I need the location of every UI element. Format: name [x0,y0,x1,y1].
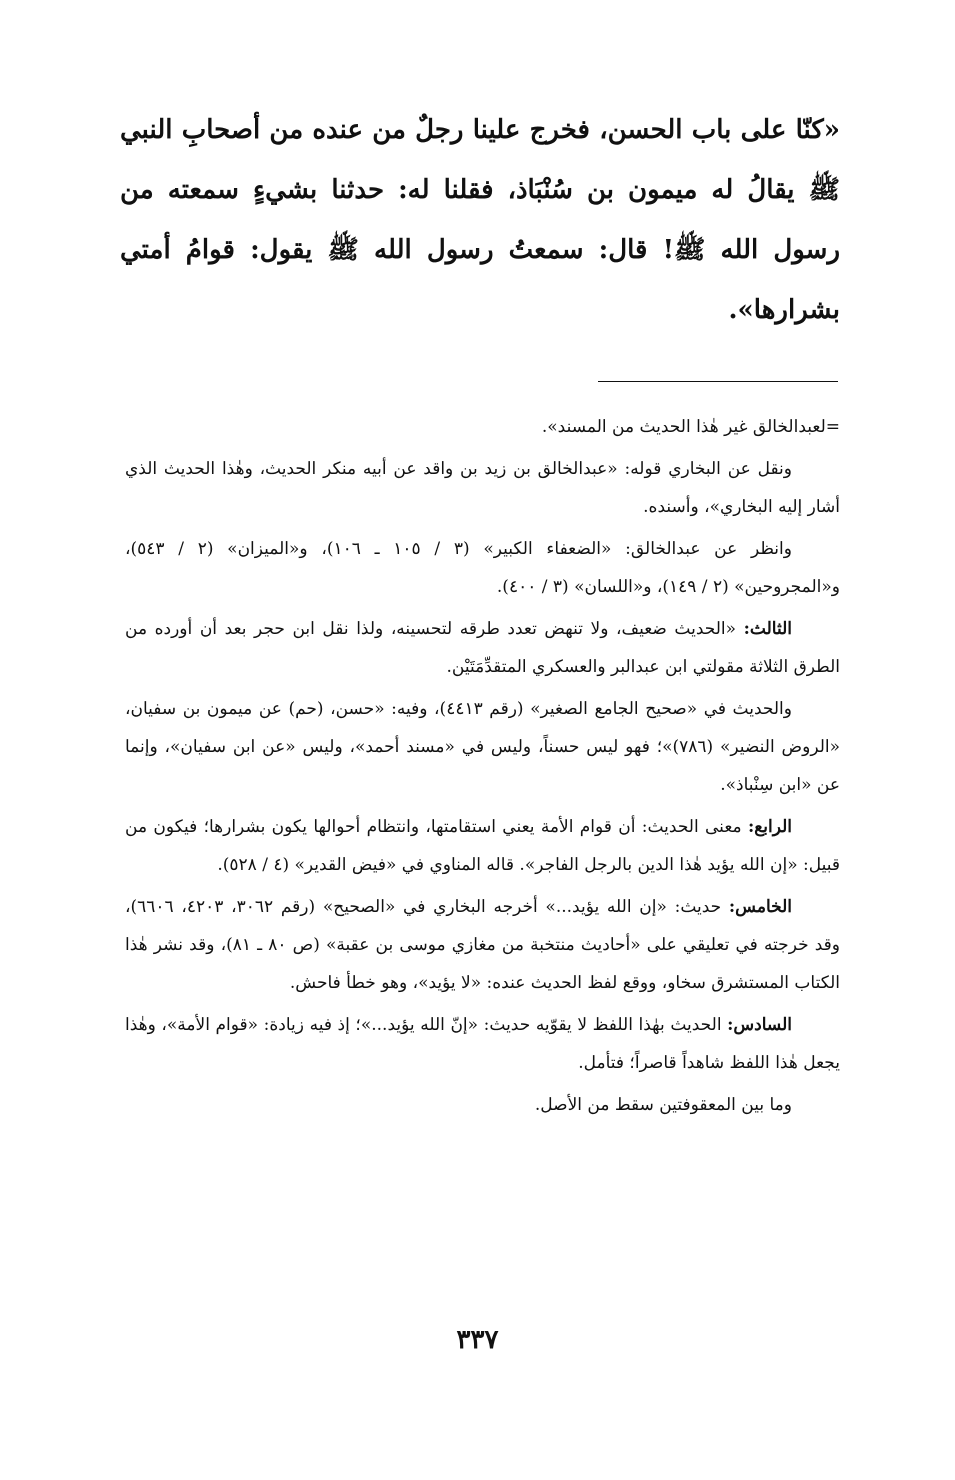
footnotes-block [125,408,840,1128]
point-label: الخامس: [728,897,793,917]
main-hadith-text: «كنّا على باب الحسن، فخرج علينا رجلٌ من عنده من أصحابِ النبي ﷺ يقالُ له ميمون بن سُنْبَاذ، فقلنا له: حدثنا بشيءٍ سمعته من رسول الله ﷺ! قال: سمعتُ رسول الله ﷺ يقول: قوامُ أمتي بشرارها». [120,115,840,325]
footnote-paragraph: ونقل عن البخاري قوله: «عبدالخالق بن زيد بن واقد عن أبيه منكر الحديث، وهٰذا الحديث الذي أشار إليه البخاري»، وأسنده. [125,459,840,517]
footnote-separator [598,381,838,382]
point-text: الحديث بهٰذا اللفظ لا يقوّيه حديث: «إنّ الله يؤيد...»؛ إذ فيه زيادة: «قوام الأمة»، وهٰذا يجعل هٰذا اللفظ شاهداً قاصراً؛ فتأمل. [125,1015,840,1073]
footnote-paragraph: وانظر عن عبدالخالق: «الضعفاء الكبير» (٣ / ١٠٥ ـ ١٠٦)، و«الميزان» (٢ / ٥٤٣)، و«المجروحين» (٢ / ١٤٩)، و«اللسان» (٣ / ٤٠٠). [125,539,840,597]
footnote-continuation: =لعبدالخالق غير هٰذا الحديث من المسند». [541,417,840,437]
footnote-paragraph: والحديث في «صحيح الجامع الصغير» (رقم ٤٤١٣)، وفيه: «حسن، (حم) عن ميمون بن سفيان، «الروض النضير» (٧٨٦)»؛ فهو ليس حسناً، وليس في «مسند أحمد»، وليس «عن ابن سفيان»، وإنما عن «ابن سِنْباذ». [125,699,840,795]
point-label: الرابع: [747,817,792,837]
footnote-paragraph-fifth [125,888,840,1002]
point-label: السادس: [727,1015,792,1035]
point-text: معنى الحديث: أن قوام الأمة يعني استقامتها، وانتظام أحوالها يكون بشرارها؛ فيكون من قبيل: «إن الله يؤيد هٰذا الدين بالرجل الفاجر». قاله المناوي في «فيض القدير» (٤ / ٥٢٨). [125,817,840,875]
footnote-paragraph-fourth [125,808,840,884]
point-text: حديث: «إن الله يؤيد...» أخرجه البخاري في «الصحيح» (رقم ٣٠٦٢، ٤٢٠٣، ٦٦٠٦)، وقد خرجته في تعليقي على «أحاديث منتخبة من مغازي موسى بن عقبة» (ص ٨٠ ـ ٨١)، وقد نشر هٰذا الكتاب المستشرق سخاو، ووقع لفظ الحديث عنده: «لا يؤيد»، وهو خطأ فاحش. [125,897,840,993]
point-text: «الحديث ضعيف، ولا تنهض تعدد طرقه لتحسينه، ولذا نقل ابن حجر بعد أن أورده من الطرق الثلاثة مقولتي ابن عبدالبر والعسكري المتقدِّمَتَيْن. [125,619,840,677]
footnote-paragraph-third [125,610,840,686]
page-number: ٣٣٧ [456,1325,499,1355]
point-label: الثالث: [743,619,792,639]
footnote-paragraph: وما بين المعقوفتين سقط من الأصل. [534,1095,792,1115]
footnote-paragraph-sixth [125,1006,840,1082]
